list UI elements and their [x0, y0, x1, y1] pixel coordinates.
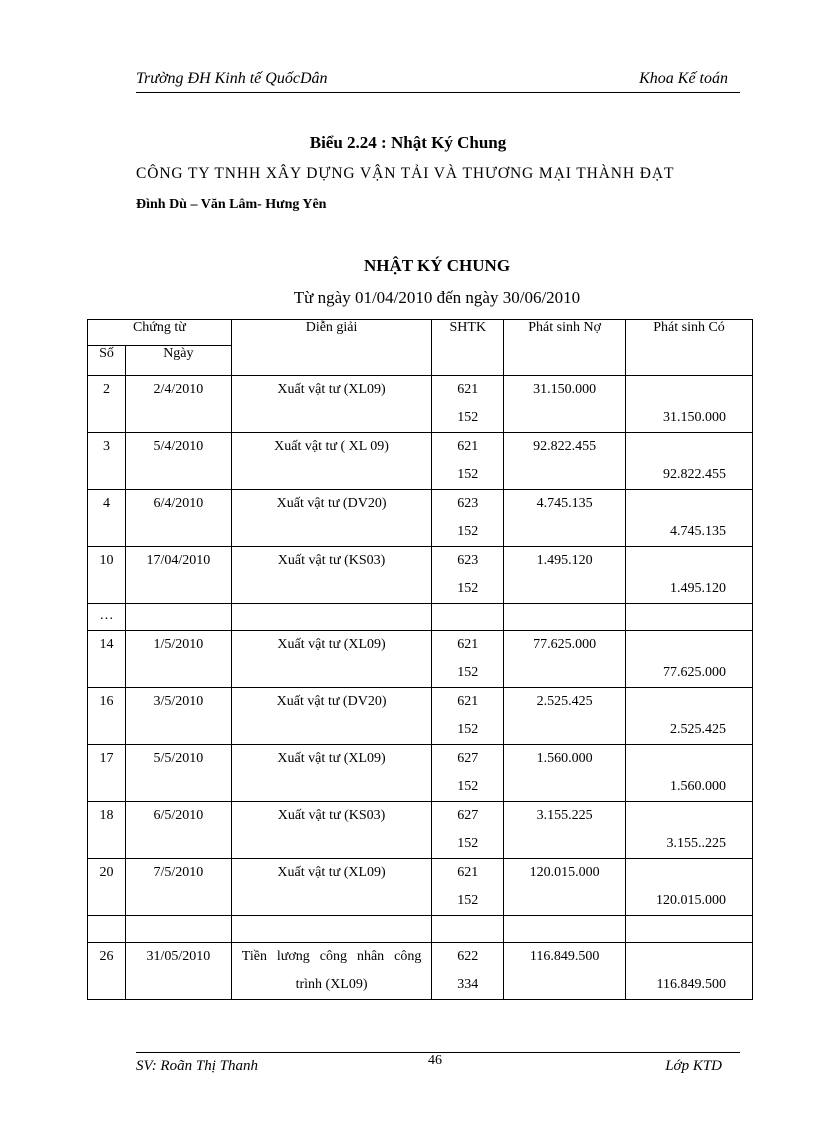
header-so: Số	[88, 346, 126, 376]
entry-description: Xuất vật tư (XL09)	[277, 865, 386, 880]
credit-amount-cell	[626, 688, 753, 745]
entry-number: 20	[99, 865, 114, 880]
account-cell	[432, 802, 504, 859]
credit-blank	[626, 547, 752, 575]
debit-amount: 31.150.000	[533, 382, 597, 397]
entry-description: Xuất vật tư (XL09)	[277, 637, 386, 652]
page-footer	[136, 1052, 740, 1074]
table-row	[88, 943, 753, 1000]
entry-date: 31/05/2010	[146, 949, 211, 964]
entry-number-cell	[88, 631, 126, 688]
credit-blank	[626, 688, 752, 716]
credit-blank	[626, 745, 752, 773]
account-cell	[432, 631, 504, 688]
table-row	[88, 631, 753, 688]
debit-blank	[504, 716, 625, 744]
debit-account: 627	[457, 751, 479, 766]
account-cell	[432, 376, 504, 433]
empty-cell	[432, 916, 504, 943]
entry-number-cell	[88, 490, 126, 547]
empty-cell	[432, 604, 504, 631]
entry-number: 3	[102, 439, 110, 454]
empty-cell	[125, 604, 231, 631]
journal-title: NHẬT KÝ CHUNG	[363, 256, 511, 275]
debit-amount: 116.849.500	[529, 949, 600, 964]
footer-student: SV: Roãn Thị Thanh	[136, 1058, 258, 1074]
company-name: CÔNG TY TNHH XÂY DỰNG VẬN TẢI VÀ THƯƠNG MẠI THÀNH ĐẠT	[136, 165, 675, 182]
table-row	[88, 688, 753, 745]
entry-description: Tiền lương công nhân công trình (XL09)	[241, 949, 422, 992]
debit-amount: 120.015.000	[529, 865, 600, 880]
debit-account: 621	[457, 439, 479, 454]
header-dien-giai: Diễn giải	[231, 320, 432, 376]
table-row	[88, 802, 753, 859]
form-title: Biểu 2.24 : Nhật Ký Chung	[309, 133, 507, 152]
entry-date: 5/4/2010	[153, 439, 204, 454]
debit-amount: 92.822.455	[533, 439, 597, 454]
journal-table	[87, 319, 753, 1000]
row-ellipsis-cell: …	[88, 604, 126, 631]
credit-amount: 31.150.000	[663, 410, 726, 425]
debit-account: 627	[457, 808, 479, 823]
table-row	[88, 490, 753, 547]
entry-number-cell	[88, 688, 126, 745]
credit-amount-cell	[626, 547, 753, 604]
table-row	[88, 604, 753, 631]
debit-amount-cell	[504, 631, 626, 688]
row-ellipsis-cell	[88, 916, 126, 943]
footer-class: Lớp KTD	[665, 1058, 722, 1074]
debit-amount-cell	[504, 433, 626, 490]
debit-amount: 3.155.225	[536, 808, 593, 823]
empty-cell	[125, 916, 231, 943]
empty-cell	[231, 916, 432, 943]
entry-date-cell	[125, 859, 231, 916]
entry-number-cell	[88, 859, 126, 916]
account-cell	[432, 490, 504, 547]
credit-amount: 77.625.000	[663, 665, 726, 680]
page-number: 46	[428, 1053, 442, 1068]
debit-amount: 1.495.120	[536, 553, 593, 568]
debit-blank	[504, 461, 625, 489]
debit-blank	[504, 971, 625, 999]
debit-blank	[504, 404, 625, 432]
header-chung-tu: Chứng từ	[88, 320, 232, 346]
credit-account: 152	[457, 836, 479, 851]
entry-number-cell	[88, 745, 126, 802]
credit-account: 152	[457, 410, 479, 425]
entry-description-cell	[231, 943, 432, 1000]
entry-number-cell	[88, 433, 126, 490]
credit-account: 152	[457, 581, 479, 596]
debit-blank	[504, 575, 625, 603]
credit-amount-cell	[626, 433, 753, 490]
entry-date-cell	[125, 433, 231, 490]
header-phat-sinh-no: Phát sinh Nợ	[504, 320, 626, 376]
entry-date: 2/4/2010	[153, 382, 204, 397]
debit-blank	[504, 887, 625, 915]
entry-number: 14	[99, 637, 114, 652]
credit-amount-cell	[626, 943, 753, 1000]
credit-blank	[626, 631, 752, 659]
entry-date: 1/5/2010	[153, 637, 204, 652]
debit-amount: 1.560.000	[536, 751, 593, 766]
header-university: Trường ĐH Kinh tế QuốcDân	[136, 70, 328, 87]
credit-account: 152	[457, 467, 479, 482]
entry-date: 5/5/2010	[153, 751, 204, 766]
entry-number-cell	[88, 943, 126, 1000]
page-header	[136, 68, 740, 93]
entry-date: 6/5/2010	[153, 808, 204, 823]
debit-blank	[504, 659, 625, 687]
credit-amount-cell	[626, 745, 753, 802]
credit-amount: 120.015.000	[656, 893, 726, 908]
credit-blank	[626, 802, 752, 830]
entry-number: 16	[99, 694, 114, 709]
debit-account: 622	[457, 949, 479, 964]
debit-amount: 77.625.000	[533, 637, 597, 652]
entry-description-cell	[231, 802, 432, 859]
table-row	[88, 745, 753, 802]
empty-cell	[504, 916, 626, 943]
entry-number: 18	[99, 808, 114, 823]
credit-account: 152	[457, 524, 479, 539]
credit-blank	[626, 376, 752, 404]
credit-account: 152	[457, 665, 479, 680]
debit-amount-cell	[504, 547, 626, 604]
credit-account: 152	[457, 722, 479, 737]
entry-date: 7/5/2010	[153, 865, 204, 880]
credit-amount: 1.495.120	[670, 581, 726, 596]
credit-blank	[626, 859, 752, 887]
debit-amount-cell	[504, 688, 626, 745]
table-row	[88, 859, 753, 916]
credit-account: 152	[457, 893, 479, 908]
debit-amount: 4.745.135	[536, 496, 593, 511]
entry-number: 17	[99, 751, 114, 766]
debit-amount-cell	[504, 802, 626, 859]
entry-number: 2	[102, 382, 110, 397]
table-row	[88, 547, 753, 604]
credit-account: 152	[457, 779, 479, 794]
entry-description-cell	[231, 859, 432, 916]
entry-description-cell	[231, 376, 432, 433]
entry-description: Xuất vật tư (XL09)	[277, 751, 386, 766]
credit-amount: 1.560.000	[670, 779, 726, 794]
entry-date-cell	[125, 802, 231, 859]
entry-date-cell	[125, 745, 231, 802]
debit-amount: 2.525.425	[536, 694, 593, 709]
debit-amount-cell	[504, 859, 626, 916]
debit-account: 623	[457, 496, 479, 511]
debit-amount-cell	[504, 490, 626, 547]
entry-date: 3/5/2010	[153, 694, 204, 709]
entry-date: 17/04/2010	[146, 553, 211, 568]
debit-account: 621	[457, 637, 479, 652]
journal-period: Từ ngày 01/04/2010 đến ngày 30/06/2010	[293, 288, 581, 307]
entry-description-cell	[231, 631, 432, 688]
header-phat-sinh-co: Phát sinh Có	[626, 320, 753, 376]
entry-date-cell	[125, 490, 231, 547]
entry-description: Xuất vật tư ( XL 09)	[274, 439, 389, 454]
entry-description-cell	[231, 745, 432, 802]
credit-blank	[626, 433, 752, 461]
entry-date-cell	[125, 688, 231, 745]
empty-cell	[626, 604, 753, 631]
debit-blank	[504, 518, 625, 546]
account-cell	[432, 859, 504, 916]
entry-description-cell	[231, 490, 432, 547]
account-cell	[432, 547, 504, 604]
header-shtk: SHTK	[432, 320, 504, 376]
credit-amount: 92.822.455	[663, 467, 726, 482]
empty-cell	[626, 916, 753, 943]
entry-description: Xuất vật tư (XL09)	[277, 382, 386, 397]
debit-amount-cell	[504, 745, 626, 802]
entry-description: Xuất vật tư (KS03)	[277, 808, 386, 823]
credit-blank	[626, 943, 752, 971]
entry-number-cell	[88, 376, 126, 433]
entry-date-cell	[125, 376, 231, 433]
entry-date-cell	[125, 631, 231, 688]
credit-amount: 2.525.425	[670, 722, 726, 737]
entry-description-cell	[231, 433, 432, 490]
debit-account: 621	[457, 382, 479, 397]
credit-amount-cell	[626, 859, 753, 916]
debit-account: 623	[457, 553, 479, 568]
header-ngay: Ngày	[125, 346, 231, 376]
entry-description: Xuất vật tư (KS03)	[277, 553, 386, 568]
debit-amount-cell	[504, 943, 626, 1000]
debit-blank	[504, 773, 625, 801]
account-cell	[432, 433, 504, 490]
debit-account: 621	[457, 865, 479, 880]
header-faculty: Khoa Kế toán	[639, 70, 728, 87]
entry-description-cell	[231, 547, 432, 604]
credit-amount-cell	[626, 802, 753, 859]
entry-number: 4	[102, 496, 110, 511]
debit-amount-cell	[504, 376, 626, 433]
account-cell	[432, 688, 504, 745]
credit-blank	[626, 490, 752, 518]
empty-cell	[231, 604, 432, 631]
table-row	[88, 376, 753, 433]
entry-date-cell	[125, 547, 231, 604]
credit-amount-cell	[626, 631, 753, 688]
credit-account: 334	[457, 977, 479, 992]
credit-amount: 116.849.500	[656, 977, 726, 992]
debit-blank	[504, 830, 625, 858]
company-address: Đình Dù – Văn Lâm- Hưng Yên	[136, 197, 327, 212]
entry-number: 26	[99, 949, 114, 964]
credit-amount: 3.155..225	[666, 836, 726, 851]
debit-account: 621	[457, 694, 479, 709]
table-row	[88, 433, 753, 490]
entry-number-cell	[88, 802, 126, 859]
account-cell	[432, 745, 504, 802]
table-row	[88, 916, 753, 943]
account-cell	[432, 943, 504, 1000]
entry-description: Xuất vật tư (DV20)	[276, 694, 387, 709]
entry-description: Xuất vật tư (DV20)	[276, 496, 387, 511]
credit-amount: 4.745.135	[670, 524, 726, 539]
empty-cell	[504, 604, 626, 631]
entry-number: 10	[99, 553, 114, 568]
entry-date: 6/4/2010	[153, 496, 204, 511]
credit-amount-cell	[626, 376, 753, 433]
credit-amount-cell	[626, 490, 753, 547]
entry-description-cell	[231, 688, 432, 745]
entry-date-cell	[125, 943, 231, 1000]
entry-number-cell	[88, 547, 126, 604]
